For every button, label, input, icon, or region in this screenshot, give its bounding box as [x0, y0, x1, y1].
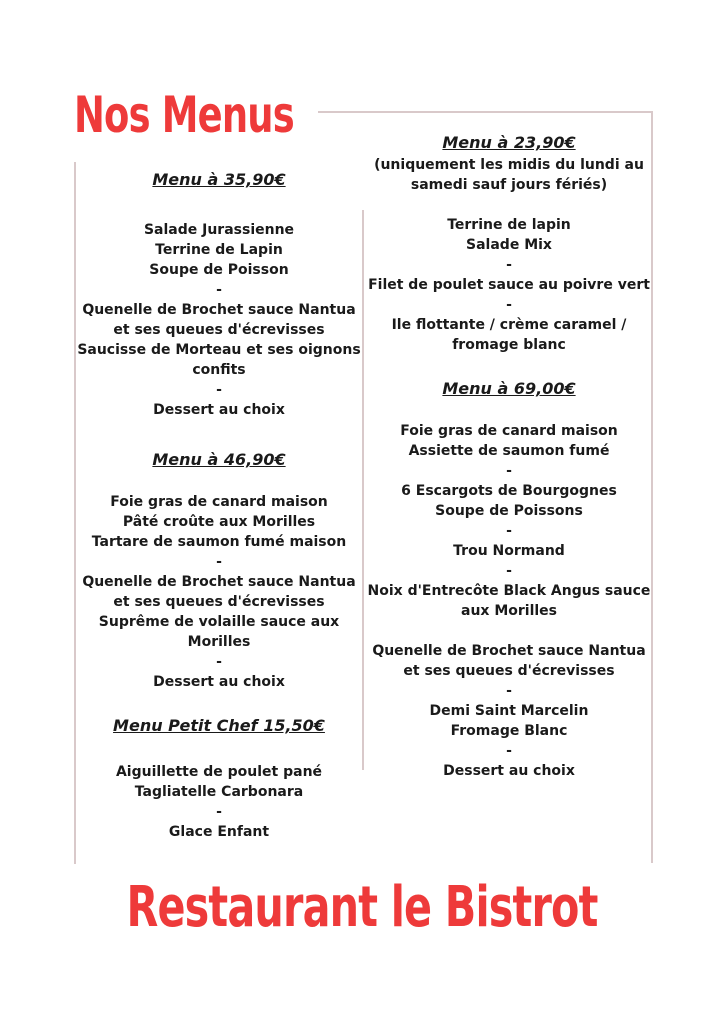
menu-item: Quenelle de Brochet sauce Nantua et ses queues d'écrevisses: [82, 574, 356, 610]
menu-item: Assiette de saumon fumé: [408, 443, 610, 459]
page-title: Nos Menus: [74, 86, 294, 144]
menu-item: Filet de poulet sauce au poivre vert: [368, 277, 650, 293]
menu-item: Tartare de saumon fumé maison: [91, 534, 347, 550]
menu-item: Ile flottante / crème caramel / fromage blanc: [391, 317, 627, 353]
menu-35-90: [74, 168, 364, 420]
menu-item: Foie gras de canard maison: [110, 494, 328, 510]
menu-item: Demi Saint Marcelin: [429, 703, 589, 719]
menu-separator: -: [506, 297, 512, 313]
menu-heading: Menu à 69,00€: [442, 379, 576, 398]
menu-23-90: [363, 131, 655, 355]
menu-item: Salade Mix: [466, 237, 552, 253]
menu-item: Quenelle de Brochet sauce Nantua et ses queues d'écrevisses: [372, 643, 646, 679]
menu-heading: Menu à 23,90€: [442, 133, 576, 152]
menu-separator: -: [216, 654, 222, 670]
menu-item: Salade Jurassienne: [143, 222, 295, 238]
menu-item: Pâté croûte aux Morilles: [122, 514, 316, 530]
menu-46-90: [74, 448, 364, 692]
menu-items: [74, 492, 364, 692]
menu-items: [74, 762, 364, 842]
menu-item: Tagliatelle Carbonara: [134, 784, 304, 800]
menu-item: Fromage Blanc: [450, 723, 568, 739]
menu-items: [74, 220, 364, 420]
menu-separator: -: [506, 563, 512, 579]
menu-item: Noix d'Entrecôte Black Angus sauce aux Morilles: [367, 583, 651, 619]
menu-separator: -: [506, 257, 512, 273]
menu-separator: -: [506, 683, 512, 699]
menu-heading: Menu Petit Chef 15,50€: [113, 716, 325, 735]
menu-separator: -: [216, 804, 222, 820]
menu-item: Quenelle de Brochet sauce Nantua et ses queues d'écrevisses: [82, 302, 356, 338]
menu-items: [363, 215, 655, 355]
menu-69-00: [363, 377, 655, 781]
menu-separator: -: [506, 523, 512, 539]
menu-heading: Menu à 46,90€: [152, 450, 286, 469]
menu-separator: -: [216, 282, 222, 298]
menu-item: Terrine de lapin: [447, 217, 571, 233]
menu-heading: Menu à 35,90€: [152, 170, 286, 189]
frame-top-line: [318, 111, 653, 113]
menu-item: Trou Normand: [453, 543, 565, 559]
restaurant-name: Restaurant le Bistrot: [126, 875, 598, 940]
left-column: [74, 168, 364, 842]
menu-separator: -: [506, 463, 512, 479]
menu-item: Saucisse de Morteau et ses oignons confits: [77, 342, 361, 378]
menu-item: Terrine de Lapin: [155, 242, 283, 258]
menu-separator: -: [506, 743, 512, 759]
menu-petit-chef: [74, 714, 364, 842]
menu-spacer: [363, 621, 655, 641]
menu-item: 6 Escargots de Bourgognes: [401, 483, 617, 499]
menu-item: Soupe de Poisson: [149, 262, 289, 278]
menu-item: Soupe de Poissons: [435, 503, 583, 519]
menu-item: Suprême de volaille sauce aux Morilles: [98, 614, 340, 650]
menu-item: Dessert au choix: [153, 402, 285, 418]
right-column: [363, 131, 655, 781]
menu-items: [363, 421, 655, 781]
menu-item: Dessert au choix: [443, 763, 575, 779]
menu-item: Dessert au choix: [153, 674, 285, 690]
menu-item: Glace Enfant: [168, 824, 270, 840]
menu-separator: -: [216, 382, 222, 398]
menu-item: Aiguillette de poulet pané: [115, 764, 323, 780]
menu-item: Foie gras de canard maison: [400, 423, 618, 439]
menu-separator: -: [216, 554, 222, 570]
menu-subtitle: (uniquement les midis du lundi au samedi sauf jours fériés): [374, 157, 644, 193]
